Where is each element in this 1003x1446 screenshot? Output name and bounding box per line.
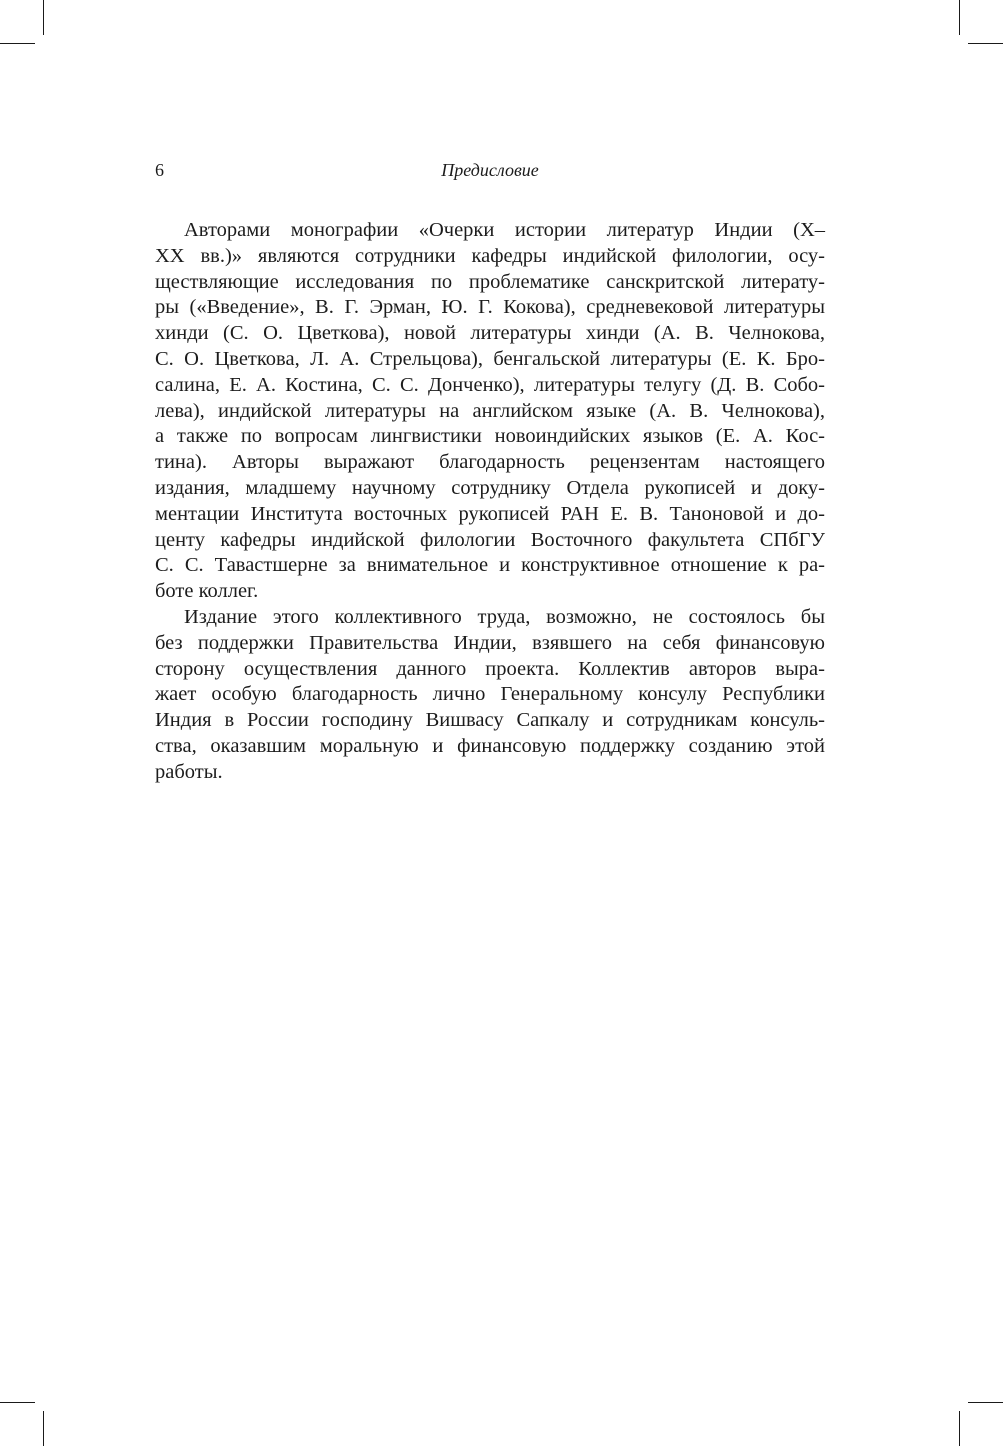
paragraph-2 [155,605,825,786]
crop-mark-bottom-left-vertical [43,1411,44,1446]
text-line: ществляющие исследования по проблематике санскритской литерату- [155,270,825,293]
text-line: без поддержки Правительства Индии, взявшего на себя финансовую [155,631,825,654]
crop-mark-top-right-vertical [959,0,960,35]
text-line: салина, Е. А. Костина, С. С. Донченко), литературы телугу (Д. В. Собо- [155,373,825,396]
crop-mark-bottom-right-vertical [959,1411,960,1446]
crop-mark-bottom-right-horizontal [968,1402,1003,1403]
page-number: 6 [155,160,164,180]
text-line: лева), индийской литературы на английском языке (А. В. Челнокова), [155,399,825,422]
text-line: центу кафедры индийской филологии Восточного факультета СПбГУ [155,528,825,551]
crop-mark-top-right-horizontal [968,43,1003,44]
text-line: жает особую благодарность лично Генеральному консулу Республики [155,683,825,706]
text-line: ры («Введение», В. Г. Эрман, Ю. Г. Кокова), средневековой литературы [155,296,825,319]
text-line: Издание этого коллективного труда, возможно, не состоялось бы [184,605,825,628]
crop-mark-bottom-left-horizontal [0,1402,35,1403]
text-line: Авторами монографии «Очерки истории литератур Индии (X– [184,219,825,241]
text-line: хинди (С. О. Цветкова), новой литературы хинди (А. В. Челнокова, [155,322,825,345]
text-line: XX вв.)» являются сотрудники кафедры индийской филологии, осу- [155,244,825,267]
text-line: сторону осуществления данного проекта. Коллектив авторов выра- [155,657,825,680]
text-line: а также по вопросам лингвистики новоиндийских языков (Е. А. Кос- [155,425,825,448]
text-line: С. С. Тавастшерне за внимательное и конструктивное отношение к ра- [155,554,825,577]
text-line: боте коллег. [155,580,259,603]
text-line: работы. [155,760,223,783]
text-line: тина). Авторы выражают благодарность рецензентам настоящего [155,451,825,474]
crop-mark-top-left-vertical [43,0,44,35]
text-line: С. О. Цветкова, Л. А. Стрельцова), бенгальской литературы (Е. К. Бро- [155,347,825,370]
running-head [155,158,825,182]
text-line: ментации Института восточных рукописей РАН Е. В. Таноновой и до- [155,502,825,525]
text-line: ства, оказавшим моральную и финансовую поддержку созданию этой [155,734,825,757]
text-line: издания, младшему научному сотруднику Отдела рукописей и доку- [155,476,825,499]
paragraph-1 [155,218,825,605]
body-text [155,218,825,786]
section-title: Предисловие [441,160,539,180]
text-line: Индия в России господину Вишвасу Сапкалу и сотрудникам консуль- [155,709,825,732]
crop-mark-top-left-horizontal [0,43,35,44]
